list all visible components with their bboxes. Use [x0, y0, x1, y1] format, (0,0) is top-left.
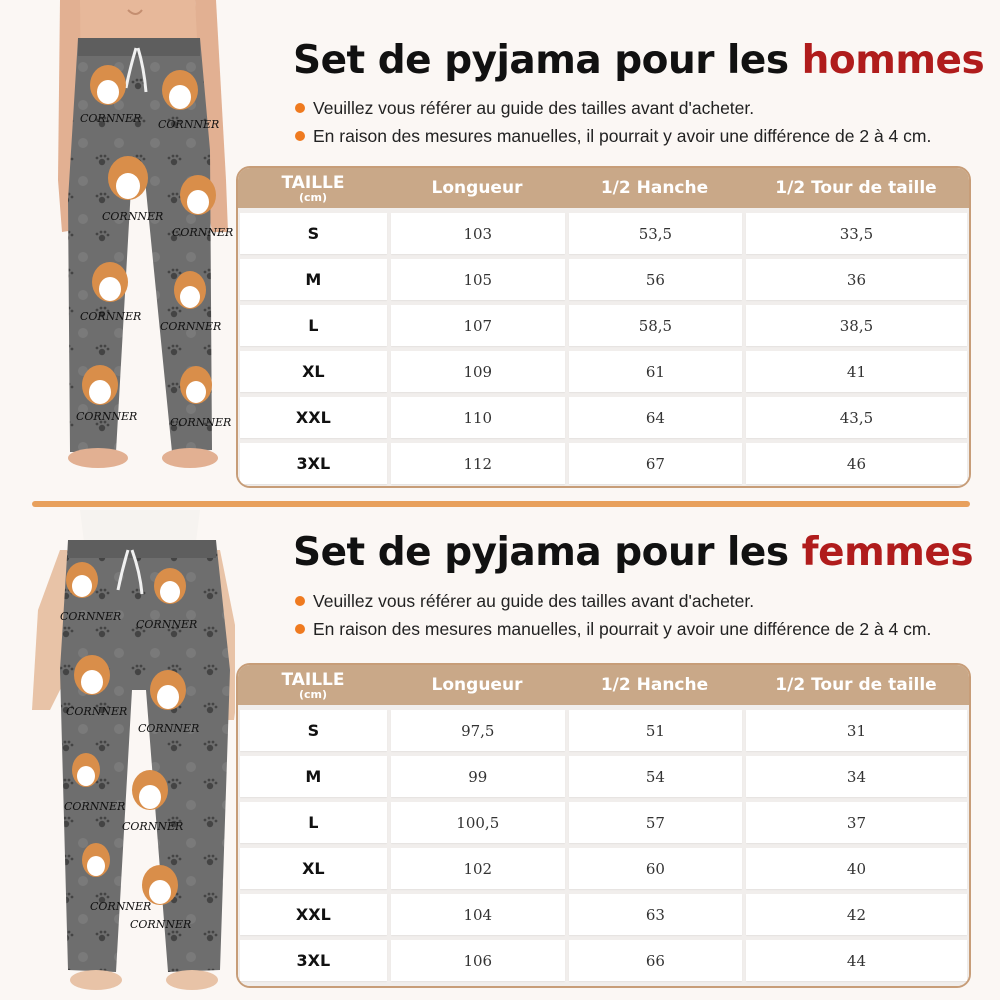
women-section — [0, 500, 1000, 1000]
cell-hip: 57 — [569, 802, 742, 843]
note-item: Veuillez vous référer au guide des tailles avant d'acheter. — [293, 96, 931, 124]
cell-hip: 61 — [569, 351, 742, 392]
header-size: TAILLE (cm) — [281, 669, 345, 701]
svg-text:CORNNER: CORNNER — [60, 610, 122, 623]
table-body — [238, 208, 969, 488]
svg-text:CORNNER: CORNNER — [160, 320, 222, 333]
cell-size: XL — [240, 848, 387, 889]
svg-text:CORNNER: CORNNER — [80, 112, 142, 125]
svg-text:CORNNER: CORNNER — [122, 820, 184, 833]
cell-hip: 56 — [569, 259, 742, 300]
orange-dot-icon — [295, 103, 305, 113]
svg-text:CORNNER: CORNNER — [102, 210, 164, 223]
cell-hip: 63 — [569, 894, 742, 935]
cell-size: 3XL — [240, 940, 387, 981]
table-row — [238, 443, 969, 488]
table-row — [238, 848, 969, 894]
orange-dot-icon — [295, 624, 305, 634]
cell-size: XXL — [240, 397, 387, 438]
cell-size: XXL — [240, 894, 387, 935]
cell-length: 110 — [391, 397, 565, 438]
header-waist: 1/2 Tour de taille — [775, 675, 937, 695]
header-hip: 1/2 Hanche — [600, 675, 709, 695]
cell-waist: 33,5 — [746, 213, 967, 254]
table-row — [238, 397, 969, 443]
cell-waist: 38,5 — [746, 305, 967, 346]
cell-waist: 46 — [746, 443, 967, 484]
table-row — [238, 351, 969, 397]
cell-size: L — [240, 305, 387, 346]
women-notes — [293, 589, 931, 645]
cell-length: 104 — [391, 894, 565, 935]
header-waist: 1/2 Tour de taille — [775, 178, 937, 198]
women-size-table — [236, 663, 971, 988]
cell-waist: 43,5 — [746, 397, 967, 438]
svg-text:CORNNER: CORNNER — [130, 918, 192, 931]
cell-length: 99 — [391, 756, 565, 797]
orange-dot-icon — [295, 596, 305, 606]
table-row — [238, 305, 969, 351]
table-header — [238, 665, 969, 705]
cell-length: 97,5 — [391, 710, 565, 751]
women-title-accent: femmes — [801, 530, 974, 575]
svg-text:CORNNER: CORNNER — [136, 618, 198, 631]
cell-hip: 54 — [569, 756, 742, 797]
cell-waist: 41 — [746, 351, 967, 392]
cell-waist: 40 — [746, 848, 967, 889]
cell-length: 106 — [391, 940, 565, 981]
cell-waist: 34 — [746, 756, 967, 797]
cell-hip: 67 — [569, 443, 742, 484]
svg-text:CORNNER: CORNNER — [66, 705, 128, 718]
cell-length: 109 — [391, 351, 565, 392]
cell-waist: 44 — [746, 940, 967, 981]
table-row — [238, 756, 969, 802]
cell-size: S — [240, 710, 387, 751]
svg-text:CORNNER: CORNNER — [172, 226, 234, 239]
cell-hip: 60 — [569, 848, 742, 889]
table-header — [238, 168, 969, 208]
cell-hip: 51 — [569, 710, 742, 751]
table-row — [238, 940, 969, 986]
cell-size: M — [240, 756, 387, 797]
cell-hip: 58,5 — [569, 305, 742, 346]
men-pajama-photo — [20, 0, 235, 480]
cell-length: 100,5 — [391, 802, 565, 843]
header-size: TAILLE (cm) — [281, 172, 345, 204]
cell-hip: 64 — [569, 397, 742, 438]
cell-size: XL — [240, 351, 387, 392]
table-row — [238, 213, 969, 259]
cell-length: 105 — [391, 259, 565, 300]
men-title-accent: hommes — [801, 38, 985, 83]
svg-text:CORNNER: CORNNER — [138, 722, 200, 735]
table-row — [238, 710, 969, 756]
cell-waist: 42 — [746, 894, 967, 935]
men-notes — [293, 96, 931, 152]
svg-text:CORNNER: CORNNER — [80, 310, 142, 323]
table-body — [238, 705, 969, 988]
cell-waist: 36 — [746, 259, 967, 300]
cell-size: 3XL — [240, 443, 387, 484]
svg-text:CORNNER: CORNNER — [76, 410, 138, 423]
note-item: En raison des mesures manuelles, il pourrait y avoir une différence de 2 à 4 cm. — [293, 617, 931, 645]
cell-size: L — [240, 802, 387, 843]
women-title: Set de pyjama pour les femmes — [293, 530, 974, 575]
cell-size: S — [240, 213, 387, 254]
cell-length: 103 — [391, 213, 565, 254]
table-row — [238, 259, 969, 305]
table-row — [238, 894, 969, 940]
cell-waist: 37 — [746, 802, 967, 843]
svg-text:CORNNER: CORNNER — [170, 416, 232, 429]
cell-length: 102 — [391, 848, 565, 889]
cell-hip: 66 — [569, 940, 742, 981]
cell-waist: 31 — [746, 710, 967, 751]
cell-length: 107 — [391, 305, 565, 346]
cell-size: M — [240, 259, 387, 300]
note-item: En raison des mesures manuelles, il pourrait y avoir une différence de 2 à 4 cm. — [293, 124, 931, 152]
men-size-table — [236, 166, 971, 488]
cell-length: 112 — [391, 443, 565, 484]
header-length: Longueur — [431, 178, 523, 198]
svg-text:CORNNER: CORNNER — [64, 800, 126, 813]
svg-text:CORNNER: CORNNER — [158, 118, 220, 131]
orange-dot-icon — [295, 131, 305, 141]
header-length: Longueur — [431, 675, 523, 695]
cell-hip: 53,5 — [569, 213, 742, 254]
header-hip: 1/2 Hanche — [600, 178, 709, 198]
svg-text:CORNNER: CORNNER — [90, 900, 152, 913]
men-title: Set de pyjama pour les hommes — [293, 38, 985, 83]
women-pajama-photo — [20, 510, 235, 1000]
table-row — [238, 802, 969, 848]
note-item: Veuillez vous référer au guide des tailles avant d'acheter. — [293, 589, 931, 617]
